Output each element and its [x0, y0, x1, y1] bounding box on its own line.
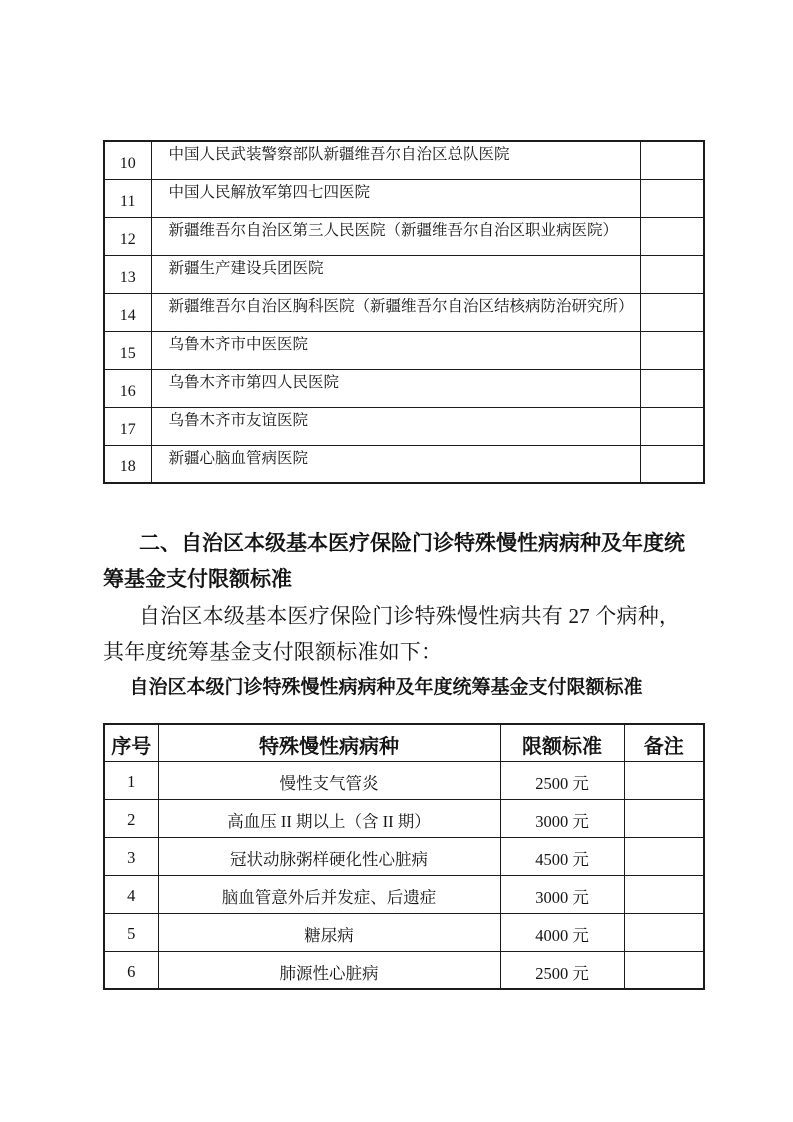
row-number-cell: 18 — [104, 445, 151, 483]
table-row — [104, 407, 704, 445]
remark-cell — [640, 293, 704, 331]
remark-cell — [624, 799, 704, 837]
remark-cell — [624, 837, 704, 875]
table-row — [104, 179, 704, 217]
table-row — [104, 837, 704, 875]
limit-cell: 3000 元 — [500, 799, 624, 837]
header-limit: 限额标准 — [500, 724, 624, 761]
remark-cell — [640, 217, 704, 255]
remark-cell — [624, 875, 704, 913]
row-number-cell: 12 — [104, 217, 151, 255]
row-number-cell: 3 — [104, 837, 158, 875]
table-row — [104, 875, 704, 913]
row-number-cell: 6 — [104, 951, 158, 989]
row-number-cell: 17 — [104, 407, 151, 445]
remark-cell — [640, 141, 704, 179]
table-row — [104, 951, 704, 989]
hospital-table — [103, 140, 705, 484]
disease-cell: 慢性支气管炎 — [158, 761, 500, 799]
remark-cell — [640, 445, 704, 483]
disease-cell: 冠状动脉粥样硬化性心脏病 — [158, 837, 500, 875]
table-row — [104, 761, 704, 799]
disease-cell: 脑血管意外后并发症、后遗症 — [158, 875, 500, 913]
table-row — [104, 293, 704, 331]
limit-table-title: 自治区本级门诊特殊慢性病病种及年度统筹基金支付限额标准 — [129, 677, 643, 698]
table-row — [104, 217, 704, 255]
paragraph-line-2: 其年度统筹基金支付限额标准如下： — [103, 640, 443, 664]
hospital-name-cell: 乌鲁木齐市中医医院 — [151, 331, 640, 369]
header-disease: 特殊慢性病病种 — [158, 724, 500, 761]
remark-cell — [624, 951, 704, 989]
disease-cell: 肺源性心脏病 — [158, 951, 500, 989]
hospital-name-cell: 新疆生产建设兵团医院 — [151, 255, 640, 293]
table-row — [104, 255, 704, 293]
table-row — [104, 445, 704, 483]
section-text-block — [103, 526, 693, 706]
hospital-name-cell: 新疆维吾尔自治区第三人民医院（新疆维吾尔自治区职业病医院） — [151, 217, 640, 255]
row-number-cell: 4 — [104, 875, 158, 913]
hospital-name-cell: 中国人民武装警察部队新疆维吾尔自治区总队医院 — [151, 141, 640, 179]
table-header-row — [104, 724, 704, 761]
section-heading-line-2: 筹基金支付限额标准 — [103, 568, 292, 591]
hospital-name-cell: 新疆维吾尔自治区胸科医院（新疆维吾尔自治区结核病防治研究所） — [151, 293, 640, 331]
table-row — [104, 141, 704, 179]
disease-cell: 糖尿病 — [158, 913, 500, 951]
remark-cell — [640, 407, 704, 445]
hospital-name-cell: 中国人民解放军第四七四医院 — [151, 179, 640, 217]
hospital-name-cell: 新疆心脑血管病医院 — [151, 445, 640, 483]
header-no: 序号 — [104, 724, 158, 761]
section-heading-line-1: 二、自治区本级基本医疗保险门诊特殊慢性病病种及年度统 — [139, 532, 685, 555]
remark-cell — [624, 913, 704, 951]
table-row — [104, 799, 704, 837]
remark-cell — [640, 255, 704, 293]
hospital-name-cell: 乌鲁木齐市友谊医院 — [151, 407, 640, 445]
row-number-cell: 15 — [104, 331, 151, 369]
row-number-cell: 10 — [104, 141, 151, 179]
paragraph-line-1: 自治区本级基本医疗保险门诊特殊慢性病共有 27 个病种， — [139, 604, 681, 628]
row-number-cell: 13 — [104, 255, 151, 293]
header-remark: 备注 — [624, 724, 704, 761]
limit-cell: 2500 元 — [500, 761, 624, 799]
disease-cell: 高血压 II 期以上（含 II 期） — [158, 799, 500, 837]
table-row — [104, 913, 704, 951]
table-row — [104, 369, 704, 407]
table-row — [104, 331, 704, 369]
remark-cell — [640, 369, 704, 407]
limit-table — [103, 723, 705, 990]
row-number-cell: 14 — [104, 293, 151, 331]
row-number-cell: 5 — [104, 913, 158, 951]
remark-cell — [640, 331, 704, 369]
row-number-cell: 16 — [104, 369, 151, 407]
remark-cell — [640, 179, 704, 217]
row-number-cell: 1 — [104, 761, 158, 799]
limit-cell: 4000 元 — [500, 913, 624, 951]
remark-cell — [624, 761, 704, 799]
hospital-name-cell: 乌鲁木齐市第四人民医院 — [151, 369, 640, 407]
limit-cell: 3000 元 — [500, 875, 624, 913]
limit-cell: 4500 元 — [500, 837, 624, 875]
limit-cell: 2500 元 — [500, 951, 624, 989]
row-number-cell: 11 — [104, 179, 151, 217]
row-number-cell: 2 — [104, 799, 158, 837]
